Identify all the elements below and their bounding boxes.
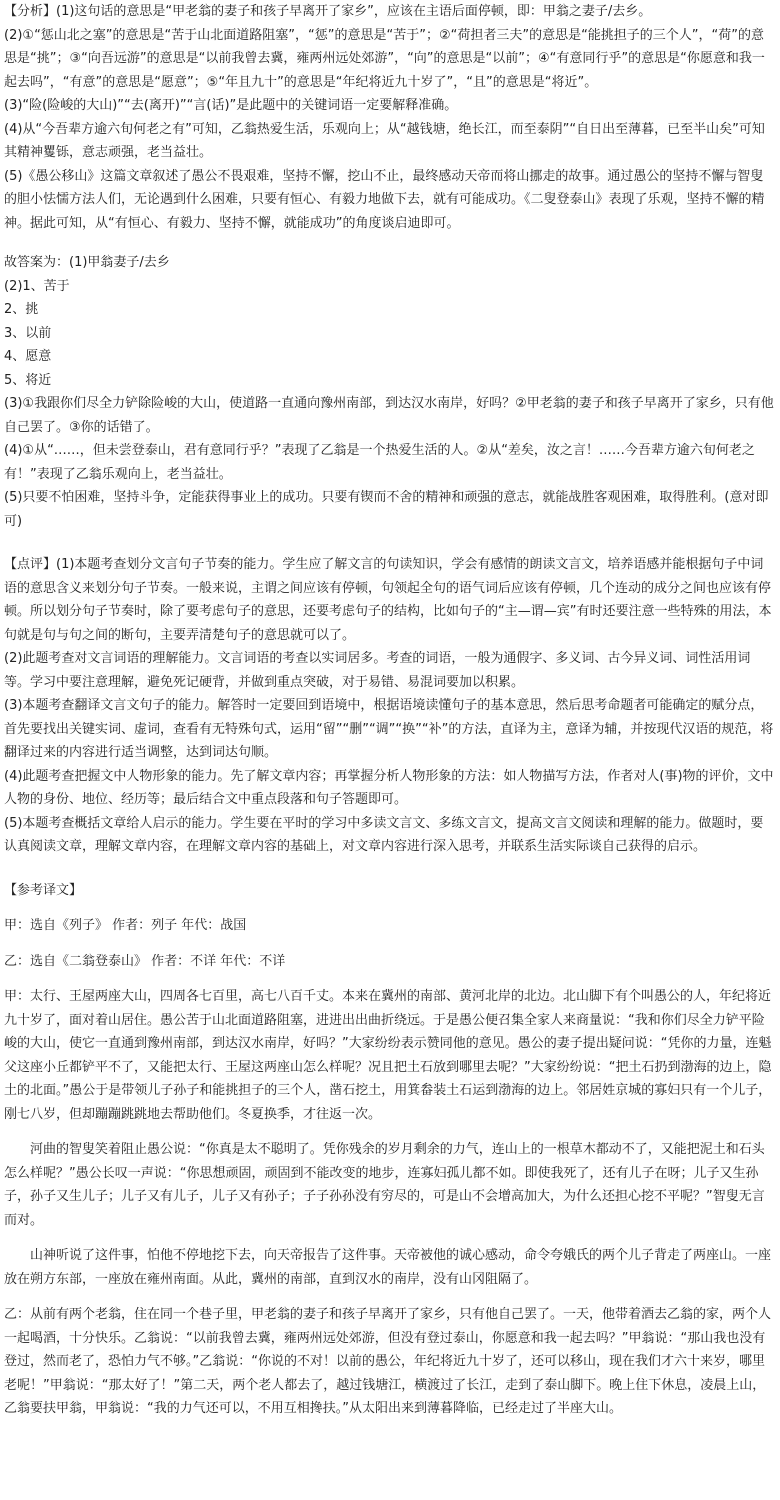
answer-section [4, 251, 776, 533]
comment-paragraph-3: (3)本题考查翻译文言文句子的能力。解答时一定要回到语境中，根据语境读懂句子的基本意思，然后思考命题者可能确定的赋分点，首先要找出关键实词、虚词，查看有无特殊句式，运用“留”“删”“调”“换”“补”的方法，直译为主，意译为辅，并按现代汉语的规范，将翻译过来的内容进行适当调整，达到词达句顺。 [4, 698, 774, 760]
translation-section [4, 879, 776, 1421]
answer-line-5: 4、愿意 [4, 349, 52, 364]
answer-line-6: 5、将近 [4, 372, 52, 388]
analysis-paragraph-3: (3)“险(险峻的大山)”“去(离开)”“言(话)”是此题中的关键词语一定要解释准确。 [4, 98, 458, 113]
translation-source-jia: 甲：选自《列子》 作者：列子 年代：战国 [4, 918, 247, 933]
translation-heading: 【参考译文】 [4, 882, 83, 898]
comment-heading: 【点评】 [4, 557, 57, 572]
answer-line-1: 故答案为：(1)甲翁妻子/去乡 [4, 255, 170, 270]
analysis-paragraph-1: 【分析】(1)这句话的意思是“甲老翁的妻子和孩子早离开了家乡”，应该在主语后面停顿，即：甲翁之妻子/去乡。 [4, 4, 652, 19]
analysis-section [4, 0, 776, 235]
analysis-heading: 【分析】 [4, 4, 57, 19]
comment-paragraph-4: (4)此题考查把握文中人物形象的能力。先了解文章内容；再掌握分析人物形象的方法：如人物描写方法，作者对人(事)物的评价，文中人物的身份、地位、经历等；最后结合文中重点段落和句子答题即可。 [4, 768, 774, 807]
translation-paragraph-yi: 乙：从前有两个老翁，住在同一个巷子里，甲老翁的妻子和孩子早离开了家乡，只有他自己罢了。一天，他带着酒去乙翁的家，两个人一起喝酒，十分快乐。乙翁说：“以前我曾去冀，雍两州远处郊游，但没有登过泰山，你愿意和我一起去吗？”甲翁说：“那山我也没有登过，然而老了，恐怕力气不够。”乙翁说：“你说的不对！以前的愚公，年纪将近九十岁了，还可以移山，现在我们才六十来岁，哪里老呢！”甲翁说：“那太好了！”第二天，两个老人都去了，越过钱塘江，横渡过了长江，走到了泰山脚下。晚上住下休息，凌晨上山，乙翁要扶甲翁，甲翁说：“我的力气还可以，不用互相搀扶。”从太阳出来到薄暮降临，已经走过了半座大山。 [4, 1307, 772, 1416]
answer-line-7: (3)①我跟你们尽全力铲除险峻的大山，使道路一直通向豫州南部，到达汉水南岸，好吗？②甲老翁的妻子和孩子早离开了家乡，只有他自己罢了。③你的话错了。 [4, 396, 774, 435]
analysis-paragraph-5: (5)《愚公移山》这篇文章叙述了愚公不畏艰难，坚持不懈，挖山不止，最终感动天帝而将山挪走的故事。通过愚公的坚持不懈与智叟的胆小怯懦方法人们，无论遇到什么困难，只要有恒心、有毅力地做下去，就有可能成功。《二叟登泰山》表现了乐观，坚持不懈的精神。据此可知，从“有恒心、有毅力、坚持不懈，就能成功”的角度谈启迪即可。 [4, 168, 765, 231]
answer-line-3: 2、挑 [4, 302, 39, 317]
analysis-paragraph-2: (2)①“惩山北之塞”的意思是“苦于山北面道路阻塞”，“惩”的意思是“苦于”；②“荷担者三夫”的意思是“能挑担子的三个人”，“荷”的意思是“挑”；③“向吾远游”的意思是“以前我曾去冀，雍两州远处郊游”，“向”的意思是“以前”；④“有意同行乎”的意思是“你愿意和我一起去吗”，“有意”的意思是“愿意”；⑤“年且九十”的意思是“年纪将近九十岁了”，“且”的意思是“将近”。 [4, 27, 765, 90]
comment-section [4, 553, 776, 859]
comment-paragraph-1: 【点评】(1)本题考查划分文言句子节奏的能力。学生应了解文言的句读知识，学会有感情的朗读文言文，培养语感并能根据句子中词语的意思含义来划分句子节奏。一般来说，主谓之间应该有停顿，句领起全句的语气词后应该有停顿，几个连动的成分之间也应该有停顿。所以划分句子节奏时，除了要考虑句子的意思，还要考虑句子的结构，比如句子的“主—谓—宾”有时还要注意一些特殊的用法，本句就是句与句之间的断句，主要弄清楚句子的意思就可以了。 [4, 557, 772, 643]
translation-paragraph-jia-3: 山神听说了这件事，怕他不停地挖下去，向天帝报告了这件事。天帝被他的诚心感动，命令夸娥氏的两个儿子背走了两座山。一座放在朔方东部，一座放在雍州南面。从此，冀州的南部，直到汉水的南岸，没有山冈阻隔了。 [4, 1248, 772, 1287]
translation-paragraph-jia-2: 河曲的智叟笑着阻止愚公说：“你真是太不聪明了。凭你残余的岁月剩余的力气，连山上的一根草木都动不了，又能把泥土和石头怎么样呢？”愚公长叹一声说：“你思想顽固，顽固到不能改变的地步，连寡妇孤儿都不如。即使我死了，还有儿子在呀；儿子又生孙子，孙子又生儿子；儿子又有儿子，儿子又有孙子；子子孙孙没有穷尽的，可是山不会增高加大，为什么还担心挖不平呢？”智叟无言而对。 [4, 1142, 765, 1228]
translation-source-yi: 乙：选自《二翁登泰山》 作者：不详 年代：不详 [4, 953, 286, 969]
analysis-paragraph-4: (4)从“今吾辈方逾六旬何老之有”可知，乙翁热爱生活，乐观向上；从“越钱塘，绝长江，而至泰阴”“自日出至薄暮，已至半山矣”可知其精神矍铄，意志顽强，老当益壮。 [4, 121, 765, 160]
answer-line-2: (2)1、苦于 [4, 278, 70, 294]
answer-line-8: (4)①从“……，但未尝登泰山，君有意同行乎？”表现了乙翁是一个热爱生活的人。②从“差矣，汝之言！……今吾辈方逾六旬何老之有！”表现了乙翁乐观向上，老当益壮。 [4, 443, 755, 482]
comment-paragraph-2: (2)此题考查对文言词语的理解能力。文言词语的考查以实词居多。考查的词语，一般为通假字、多义词、古今异义词、词性活用词等。学习中要注意理解，避免死记硬背，并做到重点突破，对于易错、易混词要加以积累。 [4, 651, 751, 690]
translation-paragraph-jia-1: 甲：太行、王屋两座大山，四周各七百里，高七八百千丈。本来在冀州的南部、黄河北岸的北边。北山脚下有个叫愚公的人，年纪将近九十岁了，面对着山居住。愚公苦于山北面道路阻塞，进进出出曲折绕远。于是愚公便召集全家人来商量说：“我和你们尽全力铲平险峻的大山，使它一直通到豫州南部，到达汉水南岸，好吗？”大家纷纷表示赞同他的意见。愚公的妻子提出疑问说：“凭你的力量，连魁父这座小丘都铲平不了，又能把太行、王屋这两座山怎么样呢？况且把土石放到哪里去呢？”大家纷纷说：“把土石扔到渤海的边上，隐土的北面。”愚公于是带领儿子孙子和能挑担子的三个人，凿石挖土，用箕畚装土石运到渤海的边上。邻居姓京城的寡妇只有一个儿子，刚七八岁，但却蹦蹦跳跳地去帮助他们。冬夏换季，才往返一次。 [4, 989, 772, 1122]
answer-line-4: 3、以前 [4, 325, 52, 341]
document-body [4, 0, 776, 1421]
comment-paragraph-5: (5)本题考查概括文章给人启示的能力。学生要在平时的学习中多读文言文、多练文言文，提高文言文阅读和理解的能力。做题时，要认真阅读文章，理解文章内容，在理解文章内容的基础上，对文章内容进行深入思考，并联系生活实际谈自己获得的启示。 [4, 815, 764, 854]
answer-line-9: (5)只要不怕困难，坚持斗争，定能获得事业上的成功。只要有锲而不舍的精神和顽强的意志，就能战胜客观困难，取得胜利。(意对即可) [4, 490, 769, 529]
